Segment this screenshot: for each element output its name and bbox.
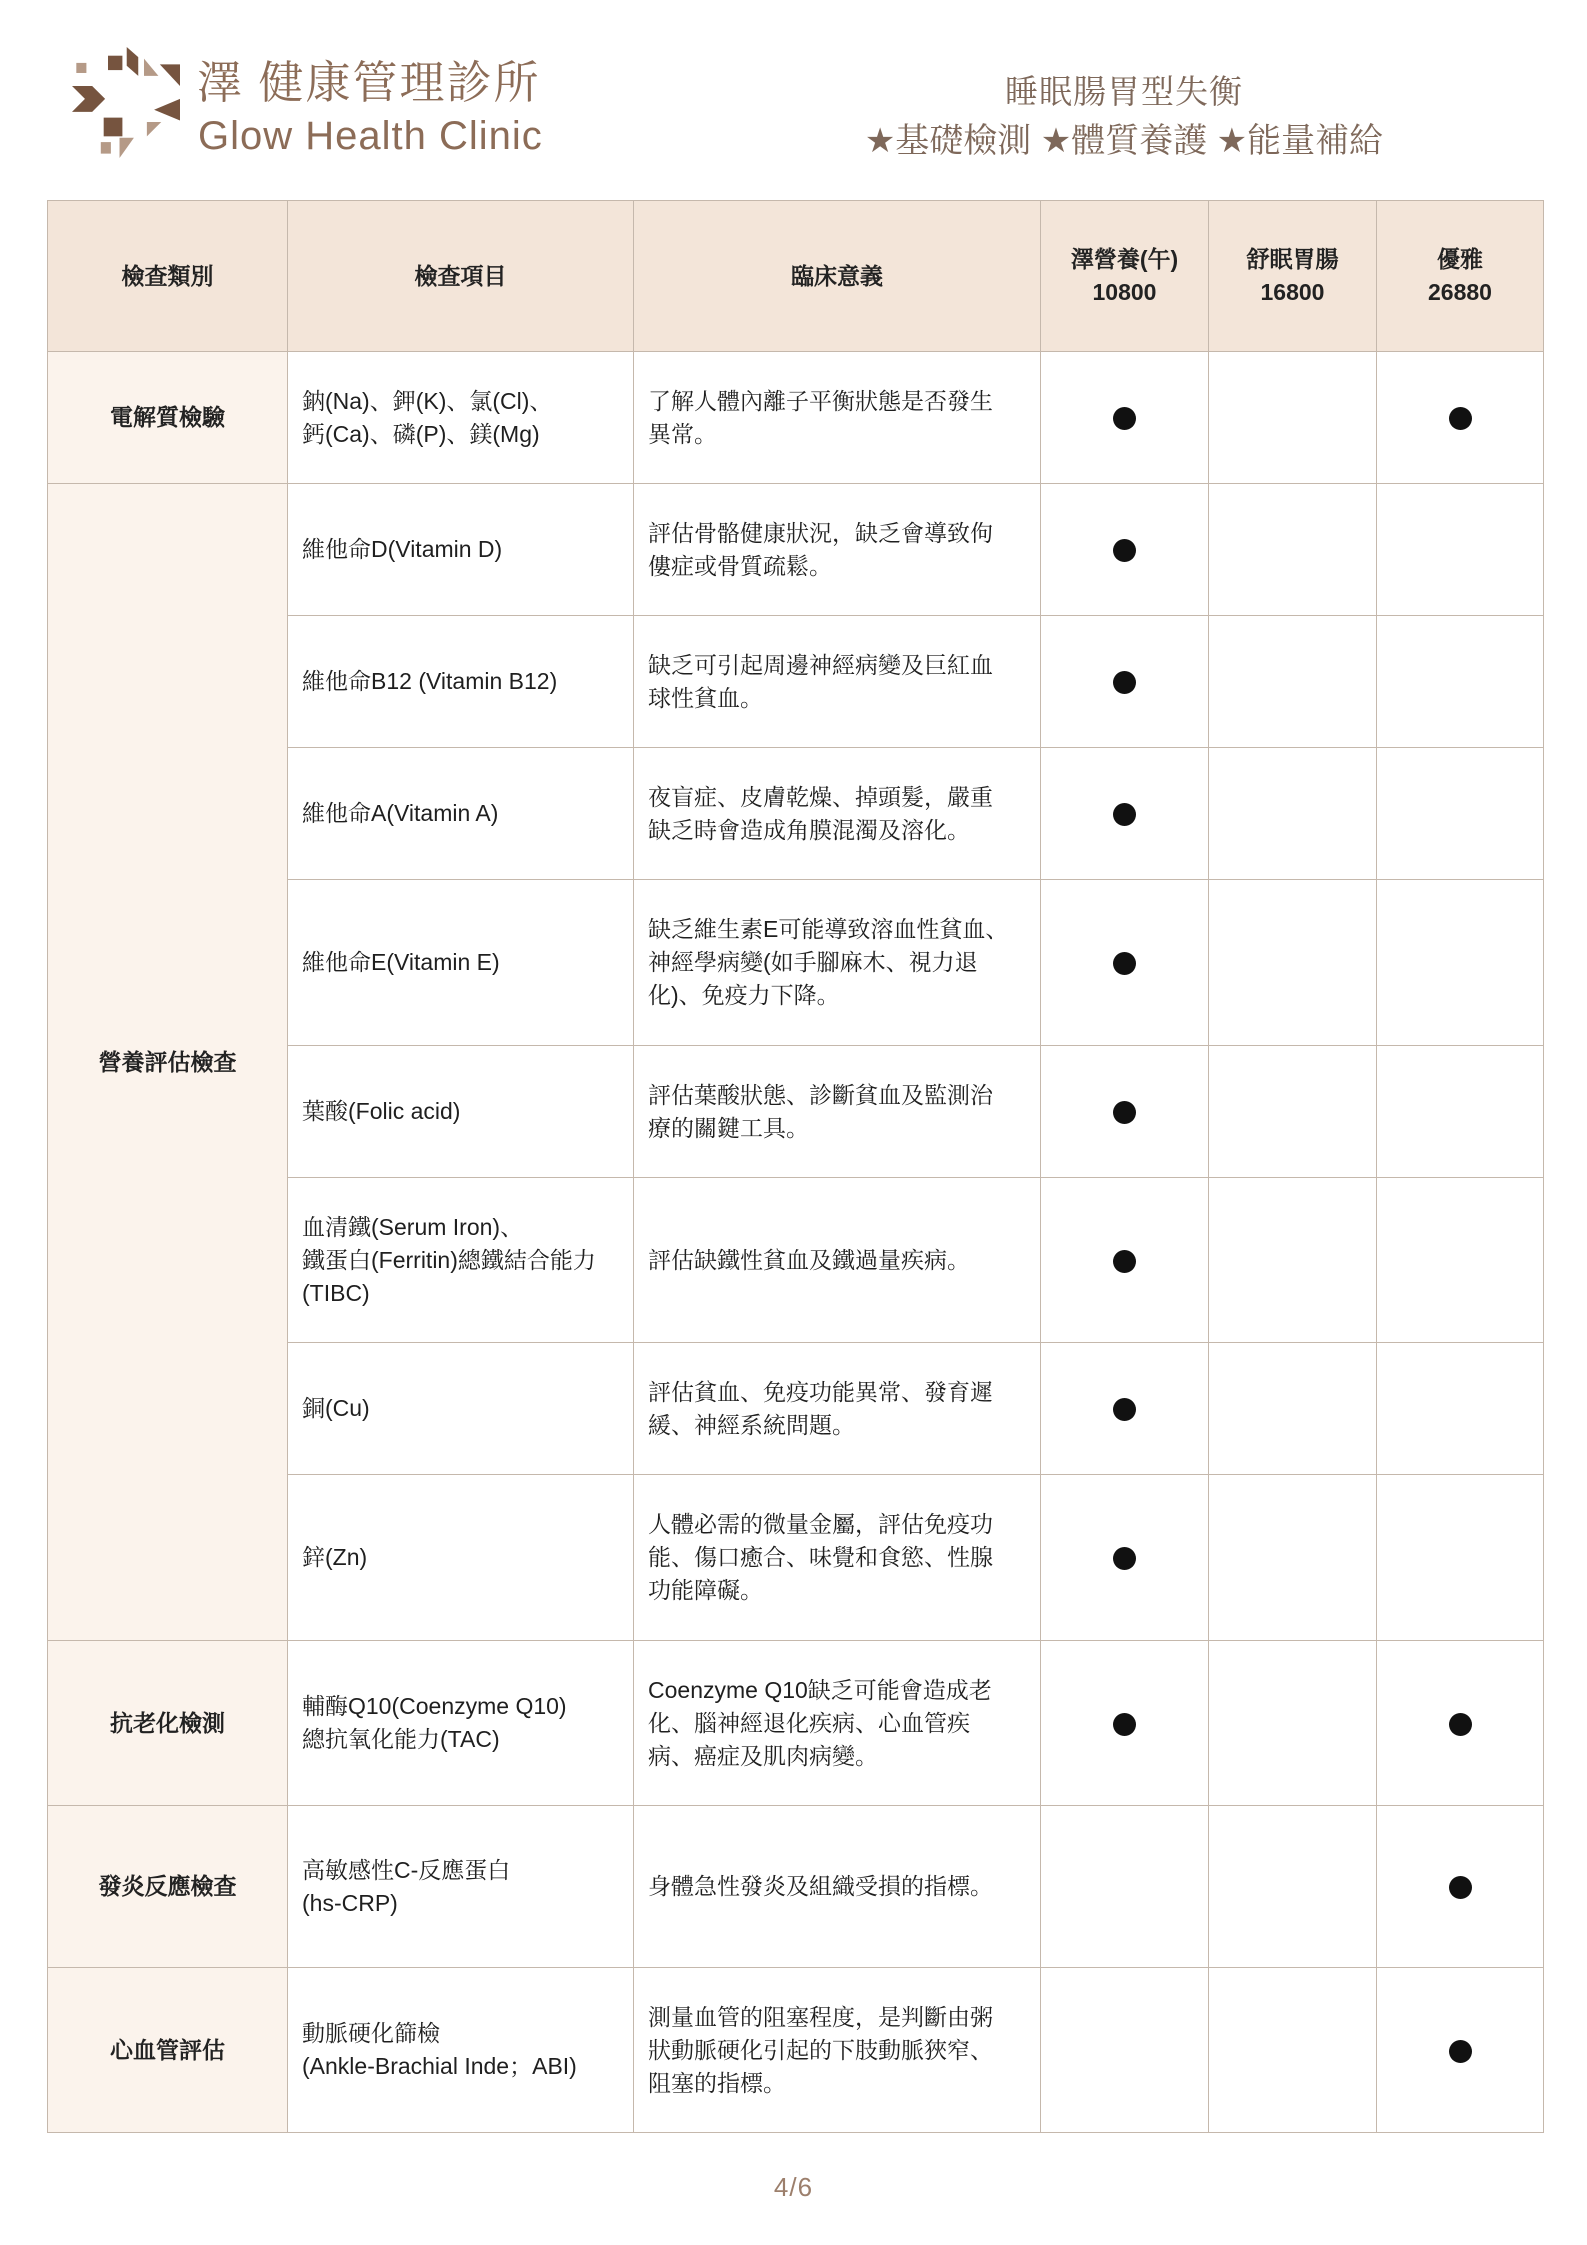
table-row xyxy=(48,1806,1544,1968)
package-1-cell xyxy=(1041,616,1209,748)
meaning-line: 缺乏可引起周邊神經病變及巨紅血 xyxy=(648,651,993,678)
meaning-cell xyxy=(634,1806,1041,1968)
package-3-cell xyxy=(1377,616,1544,748)
item-line: 銅(Cu) xyxy=(302,1395,370,1421)
category-cell xyxy=(48,1806,288,1968)
item-line: 高敏感性C-反應蛋白 xyxy=(302,1856,511,1883)
table-body xyxy=(48,352,1544,2133)
package-1-cell xyxy=(1041,748,1209,880)
included-dot xyxy=(1449,1876,1472,1899)
included-dot xyxy=(1449,1713,1472,1736)
meaning-line: 缺乏維生素E可能導致溶血性貧血、 xyxy=(648,916,1009,942)
item-line: (TIBC) xyxy=(302,1279,370,1306)
meaning-line: 狀動脈硬化引起的下肢動脈狹窄、 xyxy=(648,2036,993,2063)
meaning-line: 評估葉酸狀態、診斷貧血及監測治 xyxy=(648,1081,993,1108)
package-2-cell xyxy=(1209,1046,1377,1178)
item-cell xyxy=(288,1343,634,1475)
item-line: 維他命E(Vitamin E) xyxy=(302,949,500,975)
included-dot xyxy=(1113,1713,1136,1736)
item-line: 血清鐵(Serum Iron)、 xyxy=(302,1213,524,1240)
item-cell xyxy=(288,748,634,880)
meaning-line: 病、癌症及肌肉病變。 xyxy=(648,1742,878,1769)
category-cell xyxy=(48,1641,288,1806)
item-cell xyxy=(288,1046,634,1178)
item-cell xyxy=(288,1806,634,1968)
package-3-cell xyxy=(1377,748,1544,880)
meaning-line: 缺乏時會造成角膜混濁及溶化。 xyxy=(648,816,970,843)
meaning-cell xyxy=(634,748,1041,880)
included-dot xyxy=(1113,671,1136,694)
package-name: 舒眠胃腸 xyxy=(1246,246,1339,272)
package-price: 26880 xyxy=(1428,279,1492,305)
item-line: 維他命D(Vitamin D) xyxy=(302,536,503,562)
table-header-row xyxy=(48,201,1544,352)
item-cell xyxy=(288,880,634,1046)
meaning-line: 測量血管的阻塞程度，是判斷由粥 xyxy=(648,2003,993,2030)
item-cell xyxy=(288,1968,634,2133)
meaning-cell xyxy=(634,1343,1041,1475)
meaning-line: 療的關鍵工具。 xyxy=(648,1114,809,1141)
package-2-cell xyxy=(1209,1178,1377,1343)
table-row xyxy=(48,1968,1544,2133)
item-line: (hs-CRP) xyxy=(302,1889,398,1916)
item-line: 鈣(Ca)、磷(P)、鎂(Mg) xyxy=(302,420,540,447)
package-3-cell xyxy=(1377,484,1544,616)
package-2-cell xyxy=(1209,748,1377,880)
package-price: 16800 xyxy=(1260,279,1325,305)
table-row xyxy=(48,352,1544,484)
plan-subtitle: ★基礎檢測 ★體質養護 ★能量補給 xyxy=(864,122,1384,160)
included-dot xyxy=(1113,1250,1136,1273)
plan-title: 睡眠腸胃型失衡 xyxy=(1005,73,1243,110)
package-3-cell xyxy=(1377,352,1544,484)
category-label: 發炎反應檢查 xyxy=(98,1873,237,1899)
page-number: 4/6 xyxy=(773,2172,814,2202)
package-3-cell xyxy=(1377,1343,1544,1475)
package-1-cell xyxy=(1041,1046,1209,1178)
included-dot xyxy=(1113,803,1136,826)
item-line: 動脈硬化篩檢 xyxy=(302,2020,440,2046)
meaning-line: 功能障礙。 xyxy=(648,1577,763,1603)
item-line: 維他命B12 (Vitamin B12) xyxy=(302,668,558,694)
included-dot xyxy=(1113,1101,1136,1124)
package-2-cell xyxy=(1209,616,1377,748)
header-meaning xyxy=(634,201,1041,352)
meaning-cell xyxy=(634,1178,1041,1343)
meaning-cell xyxy=(634,1641,1041,1806)
package-name: 優雅 xyxy=(1437,246,1483,272)
header-package-2 xyxy=(1209,201,1377,352)
meaning-cell xyxy=(634,1475,1041,1641)
package-1-cell xyxy=(1041,1968,1209,2133)
meaning-cell xyxy=(634,1968,1041,2133)
cross-logo-icon xyxy=(72,47,180,158)
package-2-cell xyxy=(1209,880,1377,1046)
included-dot xyxy=(1113,952,1136,975)
meaning-cell xyxy=(634,352,1041,484)
package-2-cell xyxy=(1209,1641,1377,1806)
item-cell xyxy=(288,1178,634,1343)
included-dot xyxy=(1449,407,1472,430)
package-2-cell xyxy=(1209,352,1377,484)
package-1-cell xyxy=(1041,1178,1209,1343)
package-price: 10800 xyxy=(1092,279,1157,305)
package-1-cell xyxy=(1041,1806,1209,1968)
meaning-line: 阻塞的指標。 xyxy=(648,2069,786,2096)
header-package-3 xyxy=(1377,201,1544,352)
package-1-cell xyxy=(1041,880,1209,1046)
meaning-line: 化)、免疫力下降。 xyxy=(648,982,840,1008)
meaning-line: 評估貧血、免疫功能異常、發育遲 xyxy=(648,1378,993,1405)
package-3-cell xyxy=(1377,1046,1544,1178)
meaning-line: 異常。 xyxy=(648,420,717,447)
item-line: 鐵蛋白(Ferritin)總鐵結合能力 xyxy=(302,1246,596,1273)
meaning-line: 緩、神經系統問題。 xyxy=(648,1411,855,1438)
category-label: 電解質檢驗 xyxy=(110,404,225,430)
package-3-cell xyxy=(1377,1968,1544,2133)
meaning-line: 人體必需的微量金屬，評估免疫功 xyxy=(648,1511,993,1537)
package-3-cell xyxy=(1377,1641,1544,1806)
item-line: 總抗氧化能力(TAC) xyxy=(302,1726,500,1752)
item-line: 葉酸(Folic acid) xyxy=(302,1098,461,1124)
category-label: 營養評估檢查 xyxy=(98,1048,237,1075)
package-2-cell xyxy=(1209,484,1377,616)
package-3-cell xyxy=(1377,1475,1544,1641)
meaning-line: 身體急性發炎及組織受損的指標。 xyxy=(648,1873,993,1899)
header-package-1 xyxy=(1041,201,1209,352)
header-category-label: 檢查類別 xyxy=(121,262,214,289)
item-cell xyxy=(288,484,634,616)
table-row xyxy=(48,484,1544,616)
header-item-label: 檢查項目 xyxy=(414,262,507,289)
category-label: 心血管評估 xyxy=(110,2036,225,2063)
package-1-cell xyxy=(1041,1343,1209,1475)
item-cell xyxy=(288,1641,634,1806)
included-dot xyxy=(1113,407,1136,430)
item-line: 輔酶Q10(Coenzyme Q10) xyxy=(302,1693,567,1719)
category-label: 抗老化檢測 xyxy=(110,1709,225,1736)
package-3-cell xyxy=(1377,1178,1544,1343)
category-cell xyxy=(48,484,288,1641)
package-2-cell xyxy=(1209,1806,1377,1968)
package-1-cell xyxy=(1041,484,1209,616)
meaning-cell xyxy=(634,880,1041,1046)
package-2-cell xyxy=(1209,1475,1377,1641)
header-category xyxy=(48,201,288,352)
header-meaning-label: 臨床意義 xyxy=(791,262,883,289)
clinic-name-zh: 澤 健康管理診所 xyxy=(197,57,541,108)
item-line: 鈉(Na)、鉀(K)、氯(Cl)、 xyxy=(302,387,553,414)
meaning-cell xyxy=(634,616,1041,748)
meaning-cell xyxy=(634,1046,1041,1178)
meaning-line: 球性貧血。 xyxy=(648,684,763,711)
item-cell xyxy=(288,352,634,484)
meaning-cell xyxy=(634,484,1041,616)
item-line: 鋅(Zn) xyxy=(302,1544,368,1570)
meaning-line: Coenzyme Q10缺乏可能會造成老 xyxy=(648,1676,992,1703)
included-dot xyxy=(1449,2040,1472,2063)
package-3-cell xyxy=(1377,880,1544,1046)
category-cell xyxy=(48,352,288,484)
package-3-cell xyxy=(1377,1806,1544,1968)
header-item xyxy=(288,201,634,352)
package-1-cell xyxy=(1041,1475,1209,1641)
checkup-table xyxy=(47,200,1544,2133)
item-cell xyxy=(288,616,634,748)
table-row xyxy=(48,1641,1544,1806)
category-cell xyxy=(48,1968,288,2133)
meaning-line: 了解人體內離子平衡狀態是否發生 xyxy=(648,387,993,414)
package-2-cell xyxy=(1209,1343,1377,1475)
package-1-cell xyxy=(1041,352,1209,484)
clinic-name-en: Glow Health Clinic xyxy=(198,114,543,158)
item-line: 維他命A(Vitamin A) xyxy=(302,800,499,826)
meaning-line: 化、腦神經退化疾病、心血管疾 xyxy=(648,1709,970,1736)
included-dot xyxy=(1113,1547,1136,1570)
meaning-line: 夜盲症、皮膚乾燥、掉頭髮，嚴重 xyxy=(648,783,993,810)
meaning-line: 能、傷口癒合、味覺和食慾、性腺 xyxy=(648,1544,993,1570)
package-2-cell xyxy=(1209,1968,1377,2133)
item-line: (Ankle-Brachial Inde；ABI) xyxy=(302,2053,577,2079)
meaning-line: 僂症或骨質疏鬆。 xyxy=(648,552,832,579)
meaning-line: 神經學病變(如手腳麻木、視力退 xyxy=(648,949,978,975)
included-dot xyxy=(1113,1398,1136,1421)
included-dot xyxy=(1113,539,1136,562)
meaning-line: 評估缺鐵性貧血及鐵過量疾病。 xyxy=(648,1246,970,1273)
package-name: 澤營養(午) xyxy=(1070,246,1179,272)
package-1-cell xyxy=(1041,1641,1209,1806)
item-cell xyxy=(288,1475,634,1641)
meaning-line: 評估骨骼健康狀況，缺乏會導致佝 xyxy=(648,519,993,546)
